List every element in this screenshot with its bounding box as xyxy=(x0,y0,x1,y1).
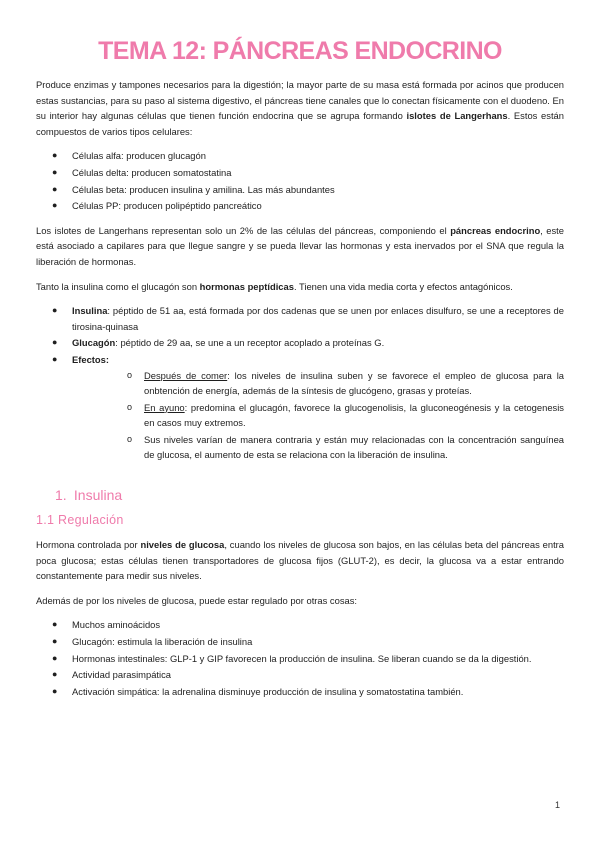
list-item: ● Hormonas intestinales: GLP-1 y GIP favorecen la producción de insulina. Se liberan cuando se da la digestión. xyxy=(36,651,564,667)
list-item: o Sus niveles varían de manera contraria y están muy relacionadas con la concentración sanguínea de glucosa, el aumento de esta se relaciona con la liberación de insulina. xyxy=(127,433,564,461)
list-item: ● Muchos aminoácidos xyxy=(36,617,564,633)
list-item: ● Glucagón: péptido de 29 aa, se une a un receptor acoplado a proteínas G. xyxy=(36,335,564,351)
list-item: ● Efectos: o Después de comer: los niveles de insulina suben y se favorece el empleo de glucosa para la onbtención de energía, además de la síntesis de glucógeno, grasas y proteías. o En ayuno: predomina el glucagón, favorece la glucogenolisis, la gluconeogénesis y la cetogenesis en casos muy extremos. o Sus niveles varían de manera contraria y están muy relacionadas con la concentración sanguínea de glucosa, el aumento de esta se relaciona con la liberación de insulina. xyxy=(36,352,564,463)
list-item: o Después de comer: los niveles de insulina suben y se favorece el empleo de glucosa para la onbtención de energía, además de la síntesis de glucógeno, grasas y proteías. xyxy=(127,369,564,397)
bullet-icon: ● xyxy=(52,200,58,211)
bullet-icon: ● xyxy=(52,669,58,680)
other-regulation-paragraph: Además de por los niveles de glucosa, puede estar regulado por otras cosas: xyxy=(36,594,358,606)
bullet-icon: ● xyxy=(52,150,58,161)
circle-bullet-icon: o xyxy=(127,401,133,412)
subsection-heading-regulacion: 1.1 Regulación xyxy=(36,513,124,528)
section-heading-insulina: 1. Insulina xyxy=(55,487,123,504)
list-item: ● Insulina: péptido de 51 aa, está formada por dos cadenas que se unen por enlaces disulfuro, se une a receptores de tirosina-quinasa xyxy=(52,305,564,332)
regulation-paragraph: Hormona controlada por niveles de glucosa, cuando los niveles de glucosa son bajos, en las células beta del páncreas entra poca glucosa; estas células tienen transportadores de glucosa fijos (GLUT-2), es decir, la glucosa va a estar entrando constantemente para medir sus niveles. xyxy=(36,539,565,582)
hormones-list xyxy=(36,303,564,463)
document-page xyxy=(36,34,564,708)
list-item: ● Glucagón: estimula la liberación de insulina xyxy=(36,634,564,650)
intro-paragraph xyxy=(36,77,564,139)
bullet-icon: ● xyxy=(52,636,58,647)
page-number: 1 xyxy=(555,800,561,810)
intro-after: . Estos están compuestos de varios tipos celulares: xyxy=(36,110,564,137)
bullet-icon: ● xyxy=(52,337,58,348)
bullet-icon: ● xyxy=(52,183,58,194)
list-item: ● Células delta: producen somatostatina xyxy=(36,165,564,181)
intro-text: Produce enzimas y tampones necesarios para la digestión; la mayor parte de su masa está formada por acinos que producen estas sustancias, para su paso al sistema digestivo, el páncreas tiene canales que lo conectan físicamente con el duodeno. En su interior hay algunas células que tienen función endocrina que se agrupa formando xyxy=(36,79,564,122)
list-item: ● Activación simpática: la adrenalina disminuye producción de insulina y somatostatina también. xyxy=(36,684,564,700)
list-item: o En ayuno: predomina el glucagón, favorece la glucogenolisis, la gluconeogénesis y la cetogenesis en casos muy extremos. xyxy=(127,401,564,429)
bullet-icon: ● xyxy=(52,619,58,630)
list-item: ● Células alfa: producen glucagón xyxy=(36,148,564,164)
other-regulation-list xyxy=(36,617,564,699)
list-item: ● Actividad parasimpática xyxy=(36,667,564,683)
bullet-icon: ● xyxy=(52,305,58,316)
circle-bullet-icon: o xyxy=(127,369,133,380)
islets-paragraph: Los islotes de Langerhans representan solo un 2% de las células del páncreas, componiendo el páncreas endocrino, este está asociado a capilares para que llegue sangre y se pueda llevar las hormonas y esta inervados por el SNA que regula la liberación de hormonas. xyxy=(36,224,564,267)
bullet-icon: ● xyxy=(52,652,58,663)
cell-types-list xyxy=(36,148,564,213)
circle-bullet-icon: o xyxy=(127,433,133,444)
hormones-paragraph: Tanto la insulina como el glucagón son hormonas peptídicas. Tienen una vida media corta y efectos antagónicos. xyxy=(36,280,513,292)
list-item: ● Células PP: producen polipéptido pancreático xyxy=(36,198,564,214)
intro-bold: islotes de Langerhans xyxy=(406,110,508,122)
effects-sublist xyxy=(72,368,564,464)
page-title: TEMA 12: PÁNCREAS ENDOCRINO xyxy=(98,37,502,65)
bullet-icon: ● xyxy=(52,166,58,177)
bullet-icon: ● xyxy=(52,353,58,364)
bullet-icon: ● xyxy=(52,685,58,696)
list-item: ● Células beta: producen insulina y amilina. Las más abundantes xyxy=(36,182,564,198)
